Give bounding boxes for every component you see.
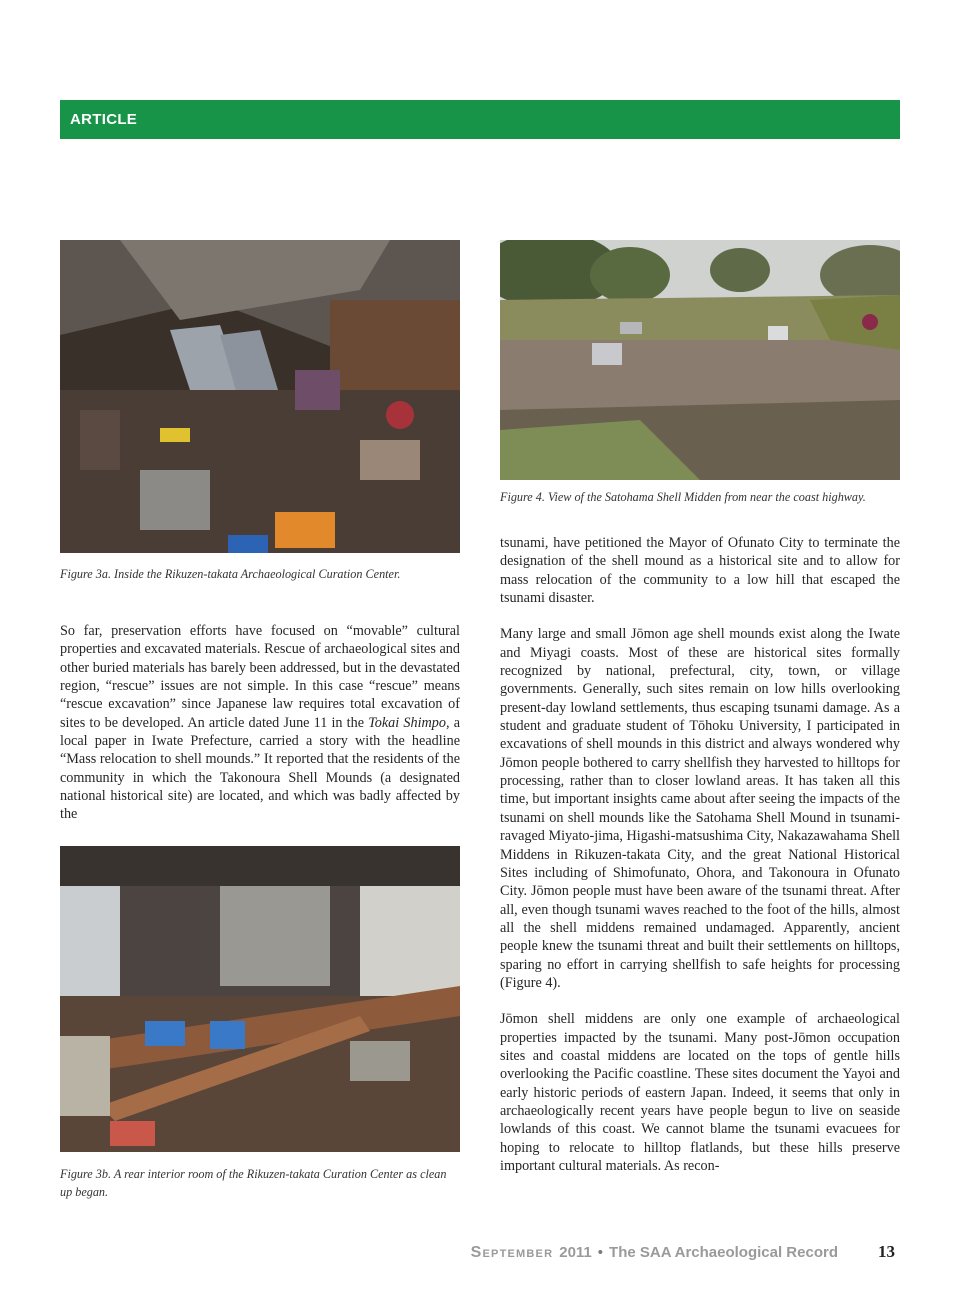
right-paragraph-3: Jōmon shell middens are only one example of archaeological properties impacted by the tsunami. Many post-Jōmon occupation sites and coastal middens are located on the tops of gentle hills overlooking the Pacific coastline. These sites document the Yayoi and early historic periods of eastern Japan. Indeed, it seems that only in archaeologically recent years have people begun to live on seaside lowlands of this coast. We cannot blame the tsunami evacuees for hoping to relocate to hilltop flatlands, but these hills preserve important cultural materials. As recon-	[500, 1011, 900, 1174]
figure-4-caption: Figure 4. View of the Satohama Shell Midden from near the coast highway.	[500, 490, 866, 504]
right-column-text	[500, 534, 900, 1175]
left-paragraph-1: So far, preservation efforts have focused on “movable” cultural properties and excavated materials. Rescue of archaeological sites and other buried materials has barely been addressed, but in the devastated region, “rescue” issues are not simple. In this case “rescue” means “rescue excavation” since Japanese law requires total excavation of sites to be developed. An article dated June 11 in the Tokai Shimpo, a local paper in Iwate Prefecture, carried a story with the headline “Mass relocation to shell mounds.” It reported that the residents of the community in which the Takonoura Shell Mounds (a designated national historical site) are located, and which was badly affected by the	[60, 623, 460, 823]
page-number: 13	[878, 1242, 895, 1261]
right-paragraph-1: tsunami, have petitioned the Mayor of Ofunato City to terminate the designation of the shell mound as a historical site and to allow for mass relocation of the community to a low hill that escaped the tsunami disaster.	[500, 535, 900, 607]
footer-month: September	[470, 1244, 554, 1261]
left-column-text	[60, 622, 460, 824]
section-banner	[60, 100, 900, 139]
figure-3a-caption: Figure 3a. Inside the Rikuzen-takata Archaeological Curation Center.	[60, 567, 401, 581]
figure-3a-photo	[60, 240, 460, 553]
footer-publication: The SAA Archaeological Record	[609, 1244, 838, 1261]
figure-3b-photo	[60, 846, 460, 1152]
newspaper-title: Tokai Shimpo	[368, 714, 446, 731]
running-footer	[471, 1244, 838, 1266]
footer-bullet: •	[597, 1244, 604, 1261]
figure-4-photo	[500, 240, 900, 480]
footer-year: 2011	[559, 1244, 592, 1261]
section-label: ARTICLE	[70, 111, 138, 128]
figure-3b-caption: Figure 3b. A rear interior room of the Rikuzen-takata Curation Center as clean up began.	[60, 1167, 447, 1199]
right-paragraph-2: Many large and small Jōmon age shell mounds exist along the Iwate and Miyagi coasts. Most of these are historical sites formally recognized by national, prefectural, city, town, or village governments. Generally, such sites remain on low hills overlooking present-day lowland settlements, thus escaping tsunami damage. As a student and graduate student of Tōhoku University, I participated in excavations of shell mounds in this district and always wondered why Jōmon people bothered to carry shellfish they harvested to hilltops for processing, rather than to closer lowland areas. It has taken all this time, but important insights came about after seeing the impacts of the tsunami on shell mounds like the Satohama Shell Mound in tsunami-ravaged Miyato-jima, Higashi-matsushima City, Nakazawahama Shell Middens in Rikuzen-takata City, and the great National Historical Sites including of Shimofunato, Ohora, and Takonoura in Ofunato City. Jōmon people must have been aware of the tsunami threat. After all, even though tsunami waves reached to the foot of the hills, almost all the shell middens remained undamaged. Apparently, ancient people knew the tsunami threat and built their settlements on hilltops, sparing no effort in carrying shellfish to safe heights for processing (Figure 4).	[500, 626, 900, 991]
